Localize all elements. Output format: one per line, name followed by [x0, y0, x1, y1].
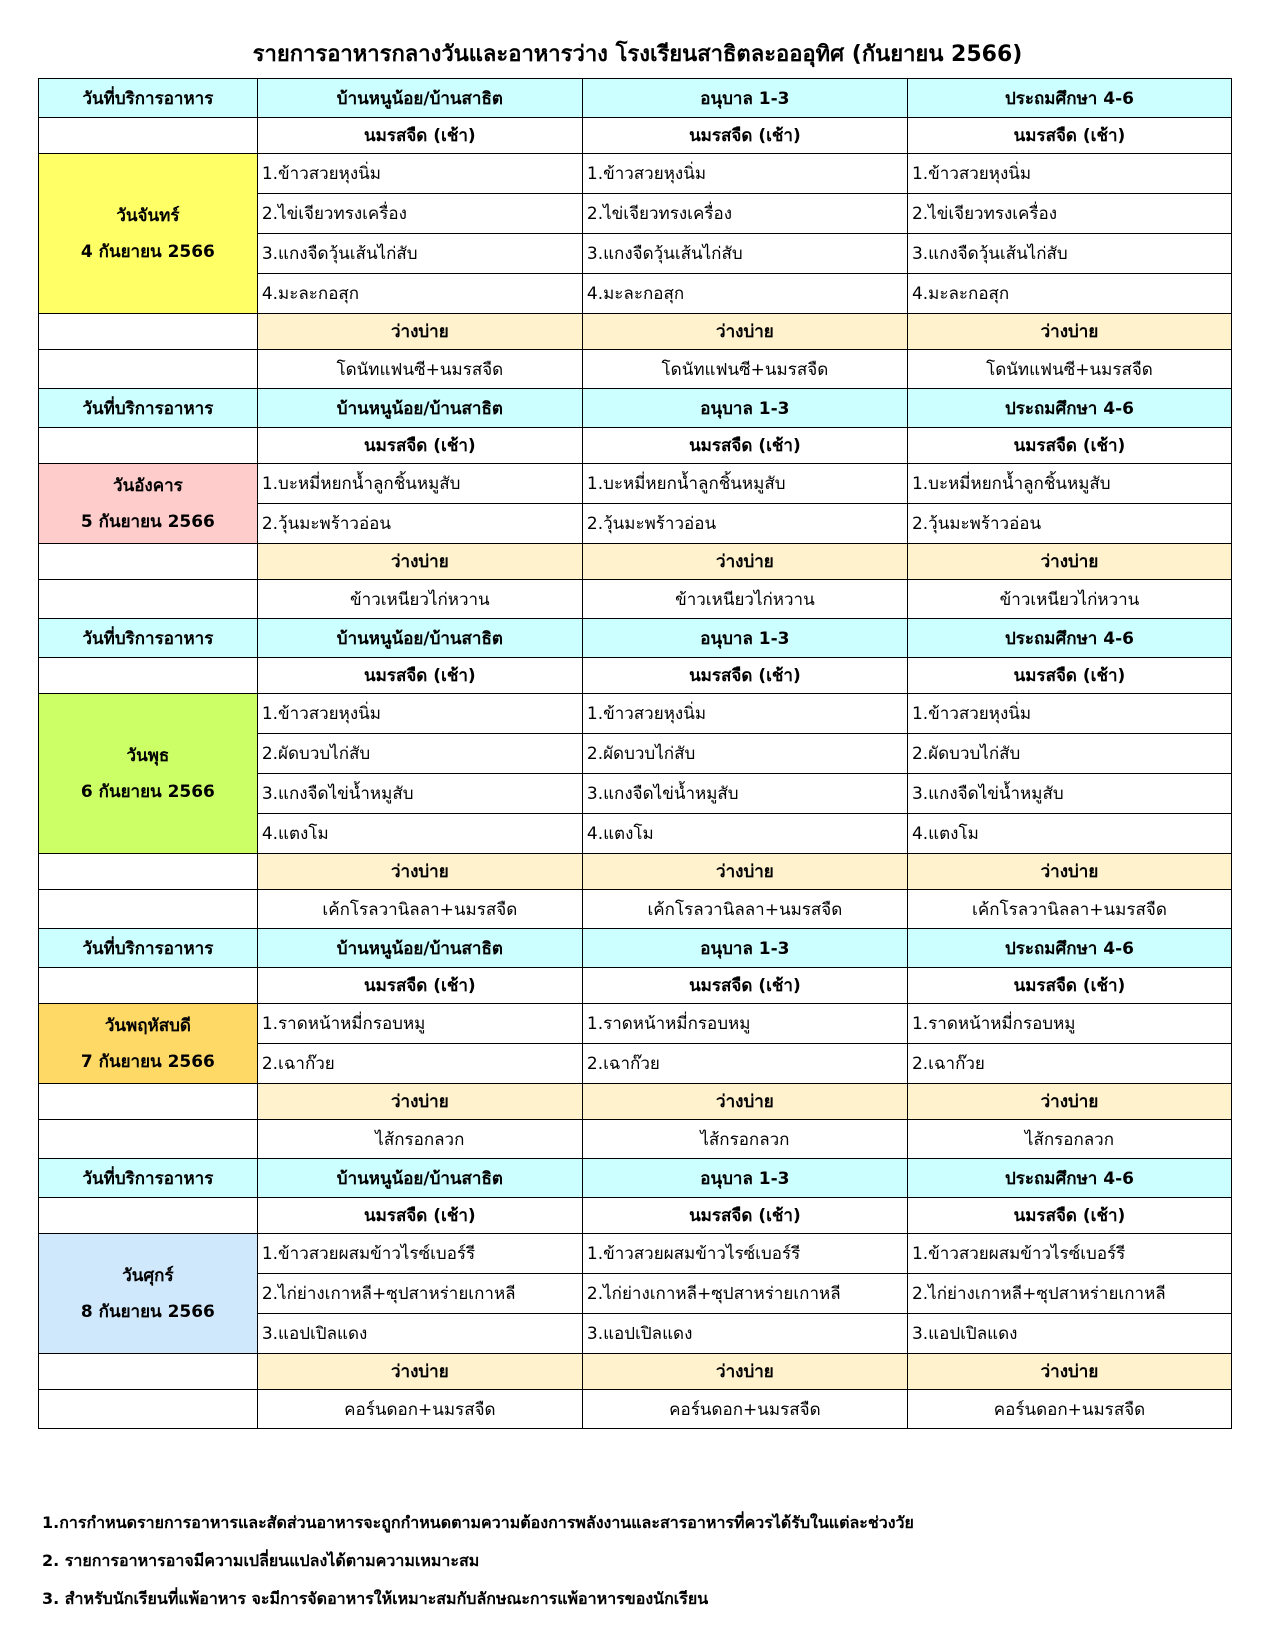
- menu-item: 3.แกงจืดวุ้นเส้นไก่สับ: [257, 234, 582, 274]
- header-col-primary: ประถมศึกษา 4-6: [907, 1159, 1231, 1198]
- snack-item: เค้กโรลวานิลลา+นมรสจืด: [907, 890, 1231, 929]
- snack-label: ว่างบ่าย: [257, 854, 582, 890]
- menu-item: 2.ผัดบวบไก่สับ: [907, 734, 1231, 774]
- menu-item: 2.เฉาก๊วย: [582, 1044, 907, 1084]
- note-3: 3. สำหรับนักเรียนที่แพ้อาหาร จะมีการจัดอาหารให้เหมาะสมกับลักษณะการแพ้อาหารของนักเรียน: [42, 1589, 709, 1608]
- menu-item: 2.ไข่เจียวทรงเครื่อง: [582, 194, 907, 234]
- menu-item: 1.ข้าวสวยหุงนิ่ม: [257, 154, 582, 194]
- snack-label: ว่างบ่าย: [257, 314, 582, 350]
- header-col-primary: ประถมศึกษา 4-6: [907, 389, 1231, 428]
- blank-cell: [39, 968, 258, 1004]
- header-col-primary: ประถมศึกษา 4-6: [907, 619, 1231, 658]
- notes: [42, 1504, 1242, 1618]
- header-col-home: บ้านหนูน้อย/บ้านสาธิต: [257, 389, 582, 428]
- menu-item: 2.วุ้นมะพร้าวอ่อน: [582, 504, 907, 544]
- menu-item-row: [39, 154, 1232, 194]
- header-col-primary: ประถมศึกษา 4-6: [907, 929, 1231, 968]
- menu-item: 3.แอปเปิลแดง: [907, 1314, 1231, 1354]
- blank-cell: [39, 314, 258, 350]
- snack-label: ว่างบ่าย: [907, 1354, 1231, 1390]
- menu-item: 1.ราดหน้าหมี่กรอบหมู: [582, 1004, 907, 1044]
- snack-row: [39, 1120, 1232, 1159]
- menu-item: 1.ราดหน้าหมี่กรอบหมู: [257, 1004, 582, 1044]
- header-date-col: วันที่บริการอาหาร: [39, 619, 258, 658]
- milk-label: นมรสจืด (เช้า): [582, 118, 907, 154]
- menu-item: 2.วุ้นมะพร้าวอ่อน: [907, 504, 1231, 544]
- menu-item: 4.มะละกอสุก: [582, 274, 907, 314]
- milk-row: [39, 118, 1232, 154]
- menu-item: 2.ไข่เจียวทรงเครื่อง: [907, 194, 1231, 234]
- milk-label: นมรสจืด (เช้า): [907, 658, 1231, 694]
- snack-item: ข้าวเหนียวไก่หวาน: [907, 580, 1231, 619]
- day-cell: [39, 1004, 258, 1084]
- menu-item: 4.แตงโม: [582, 814, 907, 854]
- snack-row: [39, 890, 1232, 929]
- milk-label: นมรสจืด (เช้า): [257, 428, 582, 464]
- snack-label: ว่างบ่าย: [582, 314, 907, 350]
- header-col-kindergarten: อนุบาล 1-3: [582, 389, 907, 428]
- day-cell: [39, 464, 258, 544]
- milk-label: นมรสจืด (เช้า): [582, 658, 907, 694]
- snack-item: ไส้กรอกลวก: [907, 1120, 1231, 1159]
- snack-item: ข้าวเหนียวไก่หวาน: [582, 580, 907, 619]
- milk-label: นมรสจืด (เช้า): [257, 658, 582, 694]
- menu-item: 4.แตงโม: [257, 814, 582, 854]
- snack-row: [39, 580, 1232, 619]
- header-date-col: วันที่บริการอาหาร: [39, 929, 258, 968]
- menu-item: 4.มะละกอสุก: [257, 274, 582, 314]
- menu-item: 1.บะหมี่หยกน้ำลูกชิ้นหมูสับ: [257, 464, 582, 504]
- blank-cell: [39, 1120, 258, 1159]
- milk-label: นมรสจืด (เช้า): [907, 968, 1231, 1004]
- snack-label: ว่างบ่าย: [582, 1354, 907, 1390]
- menu-item: 1.ข้าวสวยหุงนิ่ม: [907, 154, 1231, 194]
- menu-item-row: [39, 1004, 1232, 1044]
- menu-item: 2.ไก่ย่างเกาหลี+ซุปสาหร่ายเกาหลี: [907, 1274, 1231, 1314]
- snack-item: ไส้กรอกลวก: [257, 1120, 582, 1159]
- header-col-kindergarten: อนุบาล 1-3: [582, 1159, 907, 1198]
- milk-label: นมรสจืด (เช้า): [582, 428, 907, 464]
- day-date: 4 กันยายน 2566: [80, 241, 215, 262]
- snack-row: [39, 1390, 1232, 1429]
- header-col-home: บ้านหนูน้อย/บ้านสาธิต: [257, 1159, 582, 1198]
- menu-item: 2.ไก่ย่างเกาหลี+ซุปสาหร่ายเกาหลี: [582, 1274, 907, 1314]
- header-date-col: วันที่บริการอาหาร: [39, 1159, 258, 1198]
- snack-item: โดนัทแฟนซี+นมรสจืด: [257, 350, 582, 389]
- snack-header-row: [39, 1084, 1232, 1120]
- milk-row: [39, 658, 1232, 694]
- menu-item: 1.ข้าวสวยผสมข้าวไรซ์เบอร์รี: [257, 1234, 582, 1274]
- milk-label: นมรสจืด (เช้า): [257, 1198, 582, 1234]
- snack-row: [39, 350, 1232, 389]
- milk-label: นมรสจืด (เช้า): [907, 1198, 1231, 1234]
- header-col-home: บ้านหนูน้อย/บ้านสาธิต: [257, 929, 582, 968]
- header-col-kindergarten: อนุบาล 1-3: [582, 929, 907, 968]
- snack-label: ว่างบ่าย: [907, 314, 1231, 350]
- menu-item: 1.ข้าวสวยหุงนิ่ม: [582, 154, 907, 194]
- snack-label: ว่างบ่าย: [907, 544, 1231, 580]
- snack-item: ไส้กรอกลวก: [582, 1120, 907, 1159]
- snack-item: คอร์นดอก+นมรสจืด: [257, 1390, 582, 1429]
- note-2: 2. รายการอาหารอาจมีความเปลี่ยนแปลงได้ตามความเหมาะสม: [42, 1551, 480, 1570]
- blank-cell: [39, 544, 258, 580]
- day-name: วันพฤหัสบดี: [104, 1015, 191, 1036]
- day-date: 7 กันยายน 2566: [80, 1051, 215, 1072]
- page-title: รายการอาหารกลางวันและอาหารว่าง โรงเรียนสาธิตละอออุทิศ (กันยายน 2566): [252, 42, 1023, 67]
- snack-label: ว่างบ่าย: [257, 544, 582, 580]
- blank-cell: [39, 118, 258, 154]
- menu-item: 2.วุ้นมะพร้าวอ่อน: [257, 504, 582, 544]
- snack-item: เค้กโรลวานิลลา+นมรสจืด: [257, 890, 582, 929]
- milk-row: [39, 428, 1232, 464]
- menu-item-row: [39, 1234, 1232, 1274]
- blank-cell: [39, 1390, 258, 1429]
- menu-item: 3.แอปเปิลแดง: [582, 1314, 907, 1354]
- header-row: [39, 929, 1232, 968]
- blank-cell: [39, 350, 258, 389]
- header-col-kindergarten: อนุบาล 1-3: [582, 619, 907, 658]
- snack-label: ว่างบ่าย: [907, 854, 1231, 890]
- blank-cell: [39, 580, 258, 619]
- snack-header-row: [39, 314, 1232, 350]
- snack-item: โดนัทแฟนซี+นมรสจืด: [907, 350, 1231, 389]
- note-1: 1.การกำหนดรายการอาหารและสัดส่วนอาหารจะถูกกำหนดตามความต้องการพลังงานและสารอาหารที่ควรได้รับในแต่ละช่วงวัย: [42, 1513, 914, 1532]
- day-name: วันศุกร์: [122, 1265, 174, 1286]
- blank-cell: [39, 890, 258, 929]
- milk-label: นมรสจืด (เช้า): [907, 428, 1231, 464]
- menu-item: 3.แกงจืดไข่น้ำหมูสับ: [907, 774, 1231, 814]
- header-col-home: บ้านหนูน้อย/บ้านสาธิต: [257, 619, 582, 658]
- milk-label: นมรสจืด (เช้า): [582, 968, 907, 1004]
- menu-item: 4.มะละกอสุก: [907, 274, 1231, 314]
- blank-cell: [39, 1354, 258, 1390]
- day-name: วันอังคาร: [113, 475, 183, 496]
- milk-label: นมรสจืด (เช้า): [257, 118, 582, 154]
- milk-row: [39, 1198, 1232, 1234]
- menu-item: 1.ข้าวสวยหุงนิ่ม: [907, 694, 1231, 734]
- snack-item: คอร์นดอก+นมรสจืด: [907, 1390, 1231, 1429]
- header-col-kindergarten: อนุบาล 1-3: [582, 79, 907, 118]
- day-name: วันจันทร์: [116, 205, 180, 226]
- menu-item: 1.บะหมี่หยกน้ำลูกชิ้นหมูสับ: [907, 464, 1231, 504]
- header-col-primary: ประถมศึกษา 4-6: [907, 79, 1231, 118]
- snack-header-row: [39, 1354, 1232, 1390]
- menu-item-row: [39, 464, 1232, 504]
- header-row: [39, 619, 1232, 658]
- day-cell: [39, 1234, 258, 1354]
- menu-item: 1.ข้าวสวยผสมข้าวไรซ์เบอร์รี: [582, 1234, 907, 1274]
- milk-label: นมรสจืด (เช้า): [907, 118, 1231, 154]
- menu-item: 2.ผัดบวบไก่สับ: [582, 734, 907, 774]
- header-row: [39, 389, 1232, 428]
- menu-item: 3.แกงจืดวุ้นเส้นไก่สับ: [907, 234, 1231, 274]
- menu-item: 3.แกงจืดไข่น้ำหมูสับ: [257, 774, 582, 814]
- snack-label: ว่างบ่าย: [582, 544, 907, 580]
- menu-item: 1.ราดหน้าหมี่กรอบหมู: [907, 1004, 1231, 1044]
- snack-header-row: [39, 544, 1232, 580]
- blank-cell: [39, 428, 258, 464]
- menu-item: 2.เฉาก๊วย: [257, 1044, 582, 1084]
- menu-item: 1.บะหมี่หยกน้ำลูกชิ้นหมูสับ: [582, 464, 907, 504]
- menu-item: 2.ไก่ย่างเกาหลี+ซุปสาหร่ายเกาหลี: [257, 1274, 582, 1314]
- day-cell: [39, 694, 258, 854]
- menu-item: 4.แตงโม: [907, 814, 1231, 854]
- day-date: 6 กันยายน 2566: [80, 781, 215, 802]
- menu-item: 2.ไข่เจียวทรงเครื่อง: [257, 194, 582, 234]
- header-date-col: วันที่บริการอาหาร: [39, 389, 258, 428]
- header-row: [39, 79, 1232, 118]
- snack-item: ข้าวเหนียวไก่หวาน: [257, 580, 582, 619]
- menu-item: 3.แกงจืดวุ้นเส้นไก่สับ: [582, 234, 907, 274]
- menu-item: 1.ข้าวสวยผสมข้าวไรซ์เบอร์รี: [907, 1234, 1231, 1274]
- snack-item: คอร์นดอก+นมรสจืด: [582, 1390, 907, 1429]
- menu-item: 3.แอปเปิลแดง: [257, 1314, 582, 1354]
- milk-row: [39, 968, 1232, 1004]
- blank-cell: [39, 1198, 258, 1234]
- day-name: วันพุธ: [126, 745, 170, 766]
- snack-label: ว่างบ่าย: [257, 1354, 582, 1390]
- menu-item: 3.แกงจืดไข่น้ำหมูสับ: [582, 774, 907, 814]
- day-cell: [39, 154, 258, 314]
- snack-header-row: [39, 854, 1232, 890]
- snack-label: ว่างบ่าย: [257, 1084, 582, 1120]
- menu-item-row: [39, 694, 1232, 734]
- blank-cell: [39, 854, 258, 890]
- day-date: 5 กันยายน 2566: [80, 511, 215, 532]
- menu-item: 1.ข้าวสวยหุงนิ่ม: [257, 694, 582, 734]
- snack-item: โดนัทแฟนซี+นมรสจืด: [582, 350, 907, 389]
- header-date-col: วันที่บริการอาหาร: [39, 79, 258, 118]
- milk-label: นมรสจืด (เช้า): [257, 968, 582, 1004]
- snack-label: ว่างบ่าย: [582, 854, 907, 890]
- header-row: [39, 1159, 1232, 1198]
- snack-label: ว่างบ่าย: [907, 1084, 1231, 1120]
- snack-label: ว่างบ่าย: [582, 1084, 907, 1120]
- blank-cell: [39, 1084, 258, 1120]
- header-col-home: บ้านหนูน้อย/บ้านสาธิต: [257, 79, 582, 118]
- snack-item: เค้กโรลวานิลลา+นมรสจืด: [582, 890, 907, 929]
- menu-item: 2.ผัดบวบไก่สับ: [257, 734, 582, 774]
- milk-label: นมรสจืด (เช้า): [582, 1198, 907, 1234]
- day-date: 8 กันยายน 2566: [80, 1301, 215, 1322]
- blank-cell: [39, 658, 258, 694]
- menu-item: 2.เฉาก๊วย: [907, 1044, 1231, 1084]
- menu-item: 1.ข้าวสวยหุงนิ่ม: [582, 694, 907, 734]
- menu-table: [38, 78, 1232, 1429]
